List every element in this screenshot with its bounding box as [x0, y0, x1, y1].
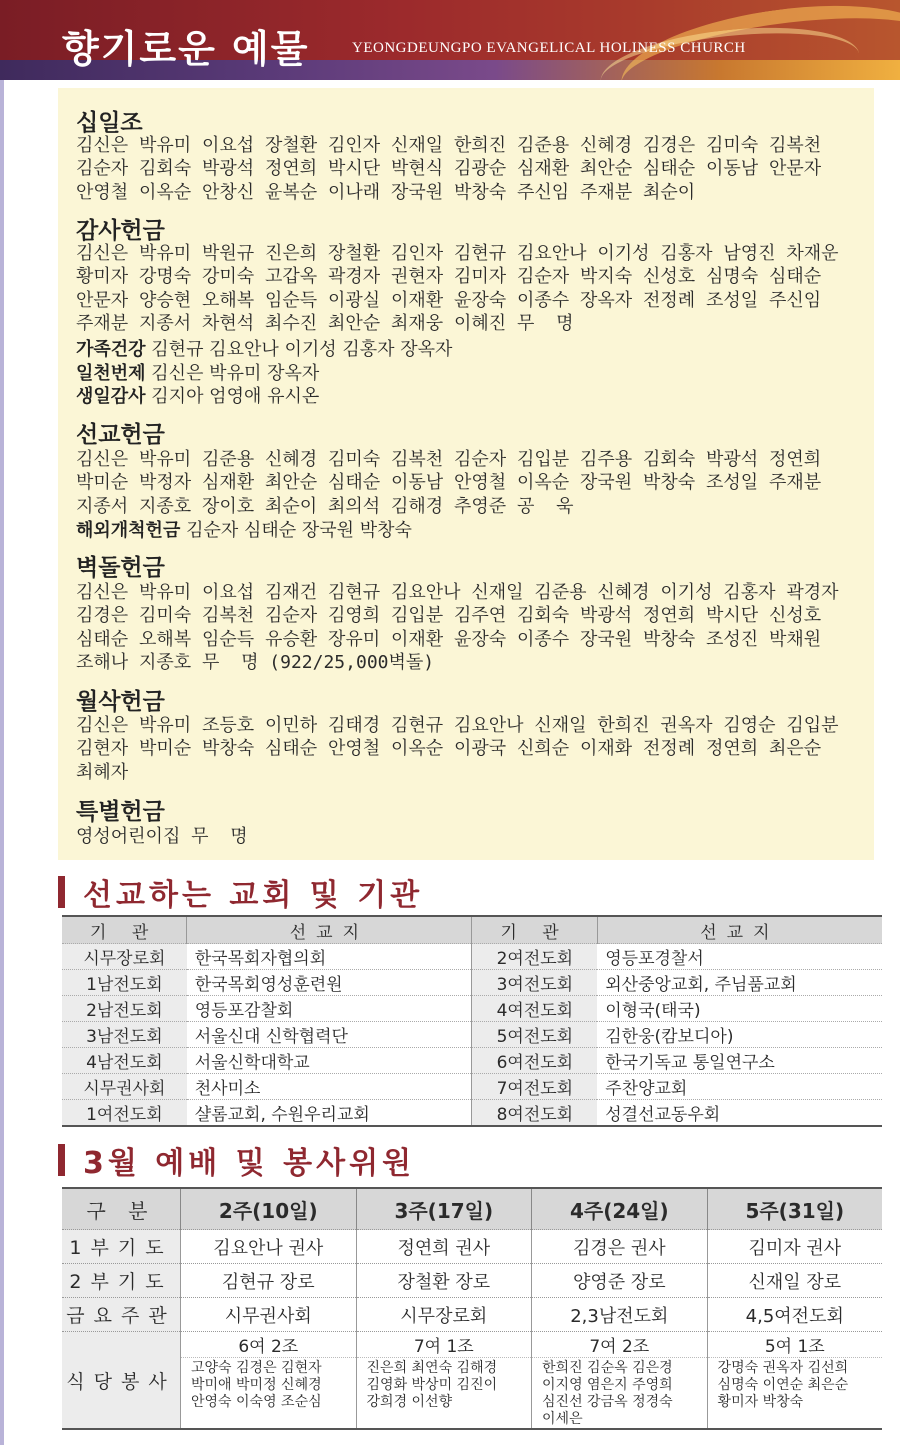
tithe-title: 십일조 — [76, 110, 143, 136]
dining-members — [707, 1358, 882, 1430]
schedule-cell: 김경은 권사 — [532, 1230, 708, 1264]
daily-offering-label: 일천번제 — [76, 363, 146, 384]
family-health-label: 가족건강 — [76, 339, 146, 360]
mission-target-right: 영등포경찰서 — [597, 944, 882, 970]
schedule-cell: 시무권사회 — [181, 1298, 357, 1332]
mission-section-heading — [58, 872, 423, 912]
mission-org-right: 2여전도회 — [472, 944, 597, 970]
schedule-cell: 장철환 장로 — [356, 1264, 532, 1298]
col-week-2: 3주(17일) — [356, 1188, 532, 1230]
mission-org-right: 3여전도회 — [472, 970, 597, 996]
dining-member-line: 진은희 최연숙 김해경 — [366, 1360, 498, 1376]
table-row — [62, 1074, 882, 1100]
mission-target-left: 한국목회자협의회 — [187, 944, 472, 970]
special-offering-names: 영성어린이집 무 명 — [76, 826, 248, 847]
schedule-row-label: 1부기도 — [62, 1230, 181, 1264]
mission-org-right: 4여전도회 — [472, 996, 597, 1022]
schedule-cell: 정연희 권사 — [356, 1230, 532, 1264]
thanks-names: 김신은 박유미 박원규 진은희 장철환 김인자 김현규 김요안나 이기성 김홍자 남영진 차재운 황미자 강명숙 강미숙 고갑옥 곽경자 권현자 김미자 김순자 박지숙 신성호 심명숙 심태순 안문자 양승현 오해복 임순득 이광실 이재환 윤장숙 이종수 장옥자 전정례 조성일 주신임 주재분 지종서 차현석 최수진 최안순 최재웅 이혜진 무 명 — [76, 243, 839, 335]
mission-target-left: 서울신학대학교 — [187, 1048, 472, 1074]
mission-target-right: 성결선교동우회 — [597, 1100, 882, 1127]
mission-offering-names: 김신은 박유미 김준용 신혜경 김미숙 김복천 김순자 김입분 김주용 김회숙 박광석 정연희 박미순 박정자 심재환 최안순 심태순 이동남 안영철 이옥순 장국원 박창숙 조성일 주재분 지종서 지종호 장이호 최순이 최의석 김해경 추영준 공 욱 — [76, 449, 822, 517]
page-title: 향기로운 예물 — [62, 27, 310, 71]
dining-members-row — [62, 1358, 882, 1430]
heading-bar — [58, 876, 65, 908]
schedule-cell: 4,5여전도회 — [707, 1298, 882, 1332]
col-org-right: 기 관 — [472, 916, 597, 944]
table-row — [62, 1230, 882, 1264]
mission-org-left: 1여전도회 — [62, 1100, 187, 1127]
schedule-section-heading — [58, 1140, 415, 1180]
col-org-left: 기 관 — [62, 916, 187, 944]
col-target-right: 선교지 — [597, 916, 882, 944]
mission-org-right: 7여전도회 — [472, 1074, 597, 1100]
col-target-left: 선교지 — [187, 916, 472, 944]
dining-member-line: 이지영 염은지 주영희 — [542, 1377, 673, 1393]
schedule-section-title: 3월 예배 및 봉사위원 — [83, 1146, 416, 1181]
mission-target-left: 한국목회영성훈련원 — [187, 970, 472, 996]
mission-org-left: 시무권사회 — [62, 1074, 187, 1100]
dining-members — [532, 1358, 708, 1430]
mission-section-title: 선교하는 교회 및 기관 — [83, 878, 424, 913]
dining-member-line: 김영화 박상미 김진이 — [366, 1377, 498, 1393]
dining-team: 7여 1조 — [356, 1332, 532, 1358]
mission-target-right: 주찬양교회 — [597, 1074, 882, 1100]
col-week-1: 2주(10일) — [181, 1188, 357, 1230]
family-health-names: 김현규 김요안나 이기성 김홍자 장옥자 — [151, 339, 453, 360]
overseas-offering-line — [76, 519, 412, 542]
mission-offering-title: 선교헌금 — [76, 422, 165, 448]
monthly-offering-names: 김신은 박유미 조등호 이민하 김태경 김현규 김요안나 신재일 한희진 권옥자 김영순 김입분 김현자 박미순 박창숙 심태순 안영철 이옥순 이광국 신희순 이재화 전정례 정연희 최은순 최혜자 — [76, 715, 839, 783]
mission-org-left: 시무장로회 — [62, 944, 187, 970]
schedule-table — [62, 1187, 882, 1430]
mission-target-right: 한국기독교 통일연구소 — [597, 1048, 882, 1074]
left-edge-strip — [0, 80, 4, 1445]
header-banner — [0, 0, 900, 80]
dining-member-line: 심명숙 이연순 최은순 — [717, 1377, 849, 1393]
mission-target-right: 이형국(태국) — [597, 996, 882, 1022]
schedule-row-label: 2부기도 — [62, 1264, 181, 1298]
schedule-cell: 김현규 장로 — [181, 1264, 357, 1298]
dining-member-line: 안영숙 이숙영 조순심 — [191, 1394, 322, 1410]
overseas-offering-label: 해외개척헌금 — [76, 520, 181, 541]
schedule-cell: 양영준 장로 — [532, 1264, 708, 1298]
daily-offering-line — [76, 362, 319, 385]
schedule-cell: 시무장로회 — [356, 1298, 532, 1332]
heading-bar — [58, 1144, 65, 1176]
monthly-offering-title: 월삭헌금 — [76, 689, 165, 715]
dining-team-row — [62, 1332, 882, 1358]
mission-org-left: 3남전도회 — [62, 1022, 187, 1048]
col-category: 구 분 — [62, 1188, 181, 1230]
col-week-4: 5주(31일) — [707, 1188, 882, 1230]
mission-org-right: 5여전도회 — [472, 1022, 597, 1048]
mission-org-left: 1남전도회 — [62, 970, 187, 996]
mission-org-right: 8여전도회 — [472, 1100, 597, 1127]
dining-member-line: 심진선 강금옥 정경숙 — [542, 1394, 673, 1410]
mission-table — [62, 915, 882, 1127]
dining-team: 5여 1조 — [707, 1332, 882, 1358]
mission-target-left: 샬롬교회, 수원우리교회 — [187, 1100, 472, 1127]
brick-offering-title: 벽돌헌금 — [76, 555, 165, 581]
table-row — [62, 1100, 882, 1127]
dining-member-line: 강명숙 권옥자 김선희 — [717, 1360, 849, 1376]
table-row — [62, 944, 882, 970]
overseas-offering-names: 김순자 심태순 장국원 박창숙 — [186, 520, 412, 541]
table-row — [62, 1264, 882, 1298]
dining-team: 6여 2조 — [181, 1332, 357, 1358]
mission-target-left: 천사미소 — [187, 1074, 472, 1100]
table-row — [62, 996, 882, 1022]
family-health-line — [76, 338, 452, 361]
col-week-3: 4주(24일) — [532, 1188, 708, 1230]
schedule-row-label: 금요주관 — [62, 1298, 181, 1332]
mission-target-left: 서울신대 신학협력단 — [187, 1022, 472, 1048]
daily-offering-names: 김신은 박유미 장옥자 — [151, 363, 320, 384]
birthday-thanks-label: 생일감사 — [76, 386, 146, 407]
schedule-cell: 2,3남전도회 — [532, 1298, 708, 1332]
dining-member-line: 한희진 김순옥 김은경 — [542, 1360, 673, 1376]
tithe-names: 김신은 박유미 이요섭 장철환 김인자 신재일 한희진 김준용 신혜경 김경은 김미숙 김복천 김순자 김회숙 박광석 정연희 박시단 박현식 김광순 심재환 최안순 심태순 이동남 안문자 안영철 이옥순 안창신 윤복순 이나래 장국원 박창숙 주신임 주재분 최순이 — [76, 135, 822, 203]
mission-org-left: 2남전도회 — [62, 996, 187, 1022]
brick-offering-names: 김신은 박유미 이요섭 김재건 김현규 김요안나 신재일 김준용 신혜경 이기성 김홍자 곽경자 김경은 김미숙 김복천 김순자 김영희 김입분 김주연 김회숙 박광석 정연희 박시단 신성호 심태순 오해복 임순득 유승환 장유미 이재환 윤장숙 이종수 장국원 박창숙 조성진 박채원 조해나 지종호 무 명 (922/25,000벽돌) — [76, 582, 839, 674]
church-name: YEONGDEUNGPO EVANGELICAL HOLINESS CHURCH — [352, 40, 746, 56]
dining-member-line: 황미자 박창숙 — [717, 1394, 804, 1410]
special-offering-title: 특별헌금 — [76, 799, 165, 825]
table-row — [62, 970, 882, 996]
table-row — [62, 1022, 882, 1048]
dining-member-line: 강희경 이선향 — [366, 1394, 453, 1410]
schedule-cell: 신재일 장로 — [707, 1264, 882, 1298]
birthday-thanks-line — [76, 385, 319, 408]
schedule-cell: 김요안나 권사 — [181, 1230, 357, 1264]
dining-members — [181, 1358, 357, 1430]
dining-member-line: 이세은 — [542, 1411, 583, 1427]
schedule-cell: 김미자 권사 — [707, 1230, 882, 1264]
schedule-table-header — [62, 1188, 882, 1230]
mission-org-right: 6여전도회 — [472, 1048, 597, 1074]
mission-target-left: 영등포감찰회 — [187, 996, 472, 1022]
mission-target-right: 김한웅(캄보디아) — [597, 1022, 882, 1048]
dining-service-label: 식당봉사 — [62, 1332, 181, 1430]
dining-team: 7여 2조 — [532, 1332, 708, 1358]
table-row — [62, 1048, 882, 1074]
mission-table-header — [62, 916, 882, 944]
mission-target-right: 외산중앙교회, 주님품교회 — [597, 970, 882, 996]
birthday-thanks-names: 김지아 엄영애 유시온 — [151, 386, 320, 407]
dining-member-line: 고양숙 김경은 김현자 — [191, 1360, 322, 1376]
table-row — [62, 1298, 882, 1332]
thanks-title: 감사헌금 — [76, 218, 165, 244]
dining-member-line: 박미애 박미정 신혜경 — [191, 1377, 322, 1393]
dining-members — [356, 1358, 532, 1430]
mission-org-left: 4남전도회 — [62, 1048, 187, 1074]
